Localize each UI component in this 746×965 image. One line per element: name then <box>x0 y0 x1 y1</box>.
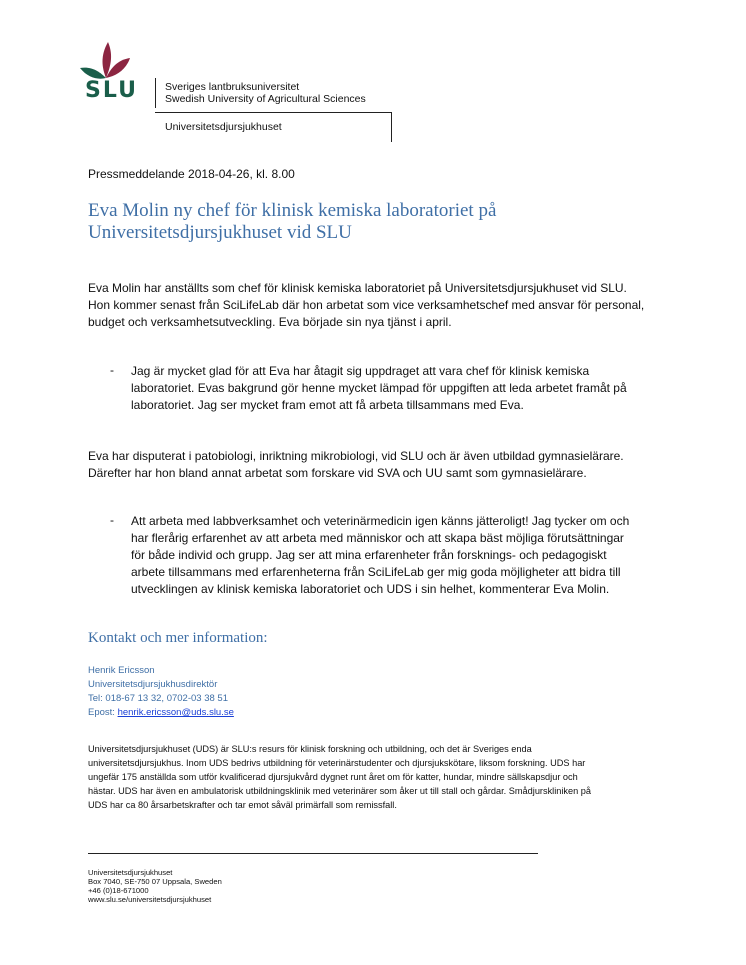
text-line: har flerårig erfarenhet av att arbeta med människor och att skapa bäst möjliga förutsättningar <box>131 531 624 545</box>
university-name-en: Swedish University of Agricultural Sciences <box>165 93 366 105</box>
contact-block <box>88 664 234 720</box>
text-line: för både individ och grupp. Jag ser att mina erfarenheter från forsknings- och pedagogiskt <box>131 548 607 562</box>
text-line: universitetsdjursjukhus. Inom UDS bedrivs utbildning för veterinärstudenter och djursjukskötare, liksom forskning. UDS har <box>88 758 586 768</box>
quote-director <box>131 363 661 414</box>
text-line: Hon kommer senast från SciLifeLab där hon arbetat som vice verksamhetschef med ansvar för personal, <box>88 298 645 312</box>
contact-name: Henrik Ericsson <box>88 665 155 676</box>
contact-heading: Kontakt och mer information: <box>88 630 268 646</box>
university-name <box>165 81 366 105</box>
bullet-dash: - <box>110 363 114 377</box>
title-line-1: Eva Molin ny chef för klinisk kemiska laboratoriet på <box>88 200 497 221</box>
email-label: Epost: <box>88 707 118 718</box>
contact-email-line <box>88 706 234 720</box>
header-divider-right <box>391 112 392 142</box>
text-line: hästar. UDS har även en ambulatorisk utbildningsklinik med veterinärer som åker ut till stall och gårdar. Smådjurskliniken på <box>88 786 591 796</box>
text-line: Att arbeta med labbverksamhet och veterinärmedicin igen känns jätteroligt! Jag tycker om och <box>131 514 630 528</box>
slu-leaf-logo-icon <box>80 38 132 80</box>
header-divider <box>155 78 156 108</box>
slu-logo-text: SLU <box>85 78 138 103</box>
text-line: arbete tillsammans med erfarenheterna från SciLifeLab ger mig goda möjligheter att bidra till <box>131 565 621 579</box>
text-line: Eva har disputerat i patobiologi, inriktning mikrobiologi, vid SLU och är även utbildad gymnasielärare. <box>88 449 624 463</box>
header-rule <box>155 112 392 113</box>
text-line: Jag är mycket glad för att Eva har åtagit sig uppdraget att vara chef för klinisk kemiska <box>131 364 590 378</box>
department-name: Universitetsdjursjukhuset <box>165 121 282 133</box>
text-line: utvecklingen av klinisk kemiska laboratoriet och UDS i sin helhet, kommenterar Eva Molin. <box>131 582 610 596</box>
bullet-dash: - <box>110 513 114 527</box>
text-line: budget och verksamhetsutveckling. Eva började sin nya tjänst i april. <box>88 315 452 329</box>
footer-line: Universitetsdjursjukhuset <box>88 868 173 877</box>
text-line: UDS har ca 80 årsarbetskrafter och tar emot såväl primärfall som remissfall. <box>88 800 397 810</box>
contact-phone: Tel: 018-67 13 32, 0702-03 38 51 <box>88 693 228 704</box>
footer-line: www.slu.se/universitetsdjursjukhuset <box>88 895 212 904</box>
text-line: Eva Molin har anställts som chef för klinisk kemiska laboratoriet på Universitetsdjursjukhuset vid SLU. <box>88 281 627 295</box>
quote-eva-molin <box>131 513 661 598</box>
about-uds <box>88 742 658 812</box>
paragraph-intro <box>88 280 658 331</box>
footer-line: Box 7040, SE-750 07 Uppsala, Sweden <box>88 877 222 886</box>
title-line-2: Universitetsdjursjukhuset vid SLU <box>88 222 352 243</box>
email-link[interactable]: henrik.ericsson@uds.slu.se <box>117 707 234 718</box>
text-line: laboratoriet. Evas bakgrund gör henne mycket lämpad för uppgiften att leda arbetet framåt på <box>131 381 627 395</box>
text-line: Universitetsdjursjukhuset (UDS) är SLU:s resurs för klinisk forskning och utbildning, och det är Sveriges enda <box>88 744 532 754</box>
press-release-date: Pressmeddelande 2018-04-26, kl. 8.00 <box>88 167 295 181</box>
contact-role: Universitetsdjursjukhusdirektör <box>88 679 218 690</box>
text-line: ungefär 175 anställda som utför kvalificerad djursjukvård dygnet runt året om för katter, hundar, mindre sällskapsdjur och <box>88 772 578 782</box>
footer-rule <box>88 853 538 854</box>
page-title <box>88 200 648 244</box>
text-line: Därefter har hon bland annat arbetat som forskare vid SVA och UU samt som gymnasielärare. <box>88 466 587 480</box>
text-line: laboratoriet. Jag ser mycket fram emot att få arbeta tillsammans med Eva. <box>131 398 524 412</box>
paragraph-background <box>88 448 658 482</box>
footer-address <box>88 868 222 904</box>
university-name-sv: Sveriges lantbruksuniversitet <box>165 81 300 93</box>
footer-line: +46 (0)18-671000 <box>88 886 149 895</box>
